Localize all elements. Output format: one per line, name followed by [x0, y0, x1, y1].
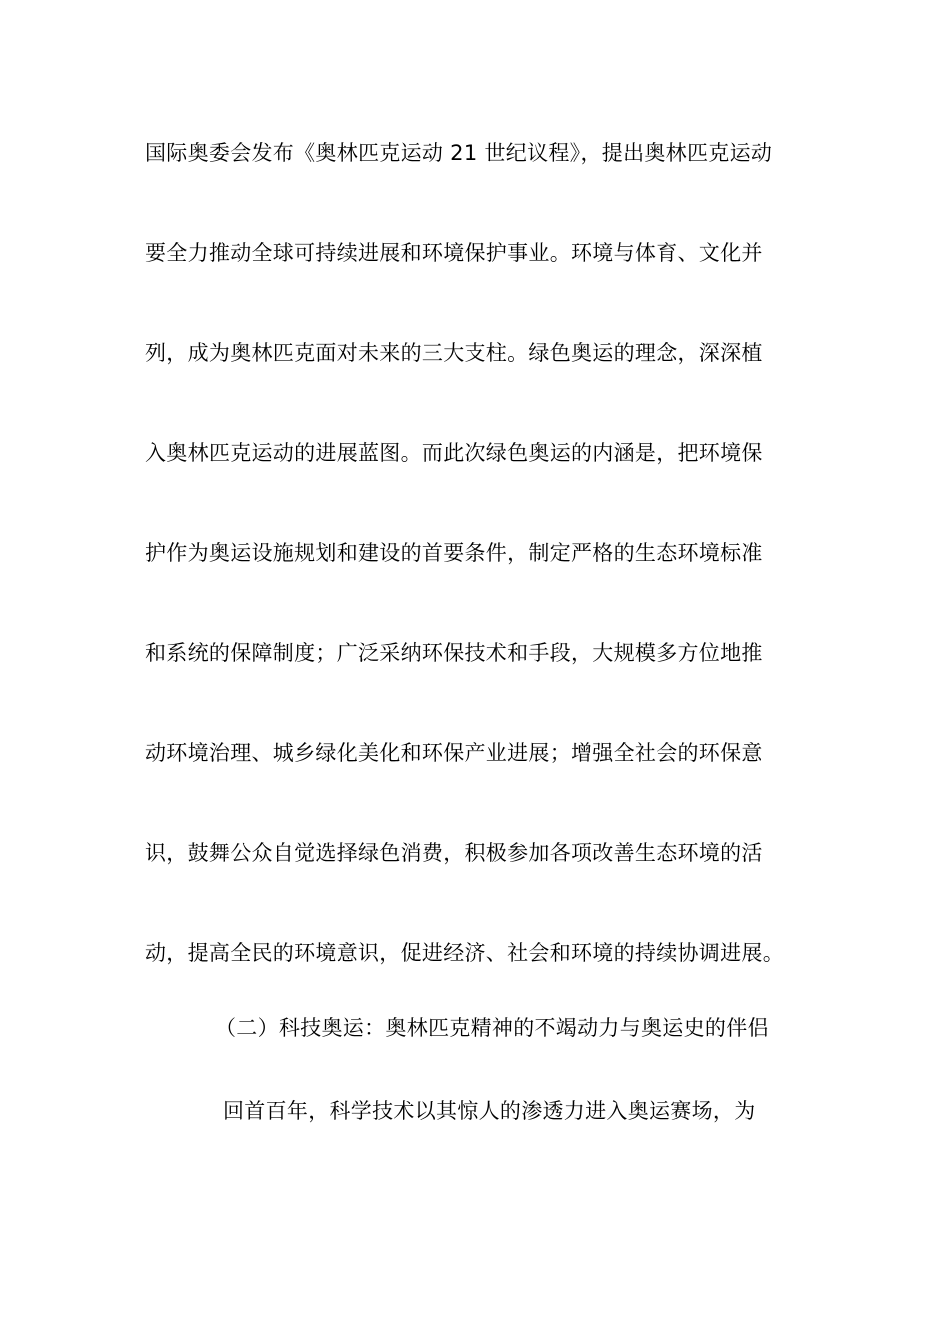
- paragraph-line: 入奥林匹克运动的进展蓝图。而此次绿色奥运的内涵是，把环境保: [145, 441, 763, 465]
- paragraph-line: 列，成为奥林匹克面对未来的三大支柱。绿色奥运的理念，深深植: [145, 341, 763, 365]
- paragraph-line: 和系统的保障制度；广泛采纳环保技术和手段，大规模多方位地推: [145, 641, 763, 665]
- paragraph-line: 识，鼓舞公众自觉选择绿色消费，积极参加各项改善生态环境的活: [145, 841, 763, 865]
- paragraph-line: 动，提高全民的环境意识，促进经济、社会和环境的持续协调进展。: [145, 941, 784, 965]
- paragraph-line: 要全力推动全球可持续进展和环境保护事业。环境与体育、文化并: [145, 241, 763, 265]
- section-heading: （二）科技奥运：奥林匹克精神的不竭动力与奥运史的伴侣: [215, 1016, 769, 1040]
- paragraph-line: 回首百年，科学技术以其惊人的渗透力进入奥运赛场，为: [223, 1099, 756, 1123]
- paragraph-line: 护作为奥运设施规划和建设的首要条件，制定严格的生态环境标准: [145, 541, 763, 565]
- paragraph-line: 动环境治理、城乡绿化美化和环保产业进展；增强全社会的环保意: [145, 741, 763, 765]
- paragraph-line: 国际奥委会发布《奥林匹克运动 21 世纪议程》，提出奥林匹克运动: [145, 141, 773, 165]
